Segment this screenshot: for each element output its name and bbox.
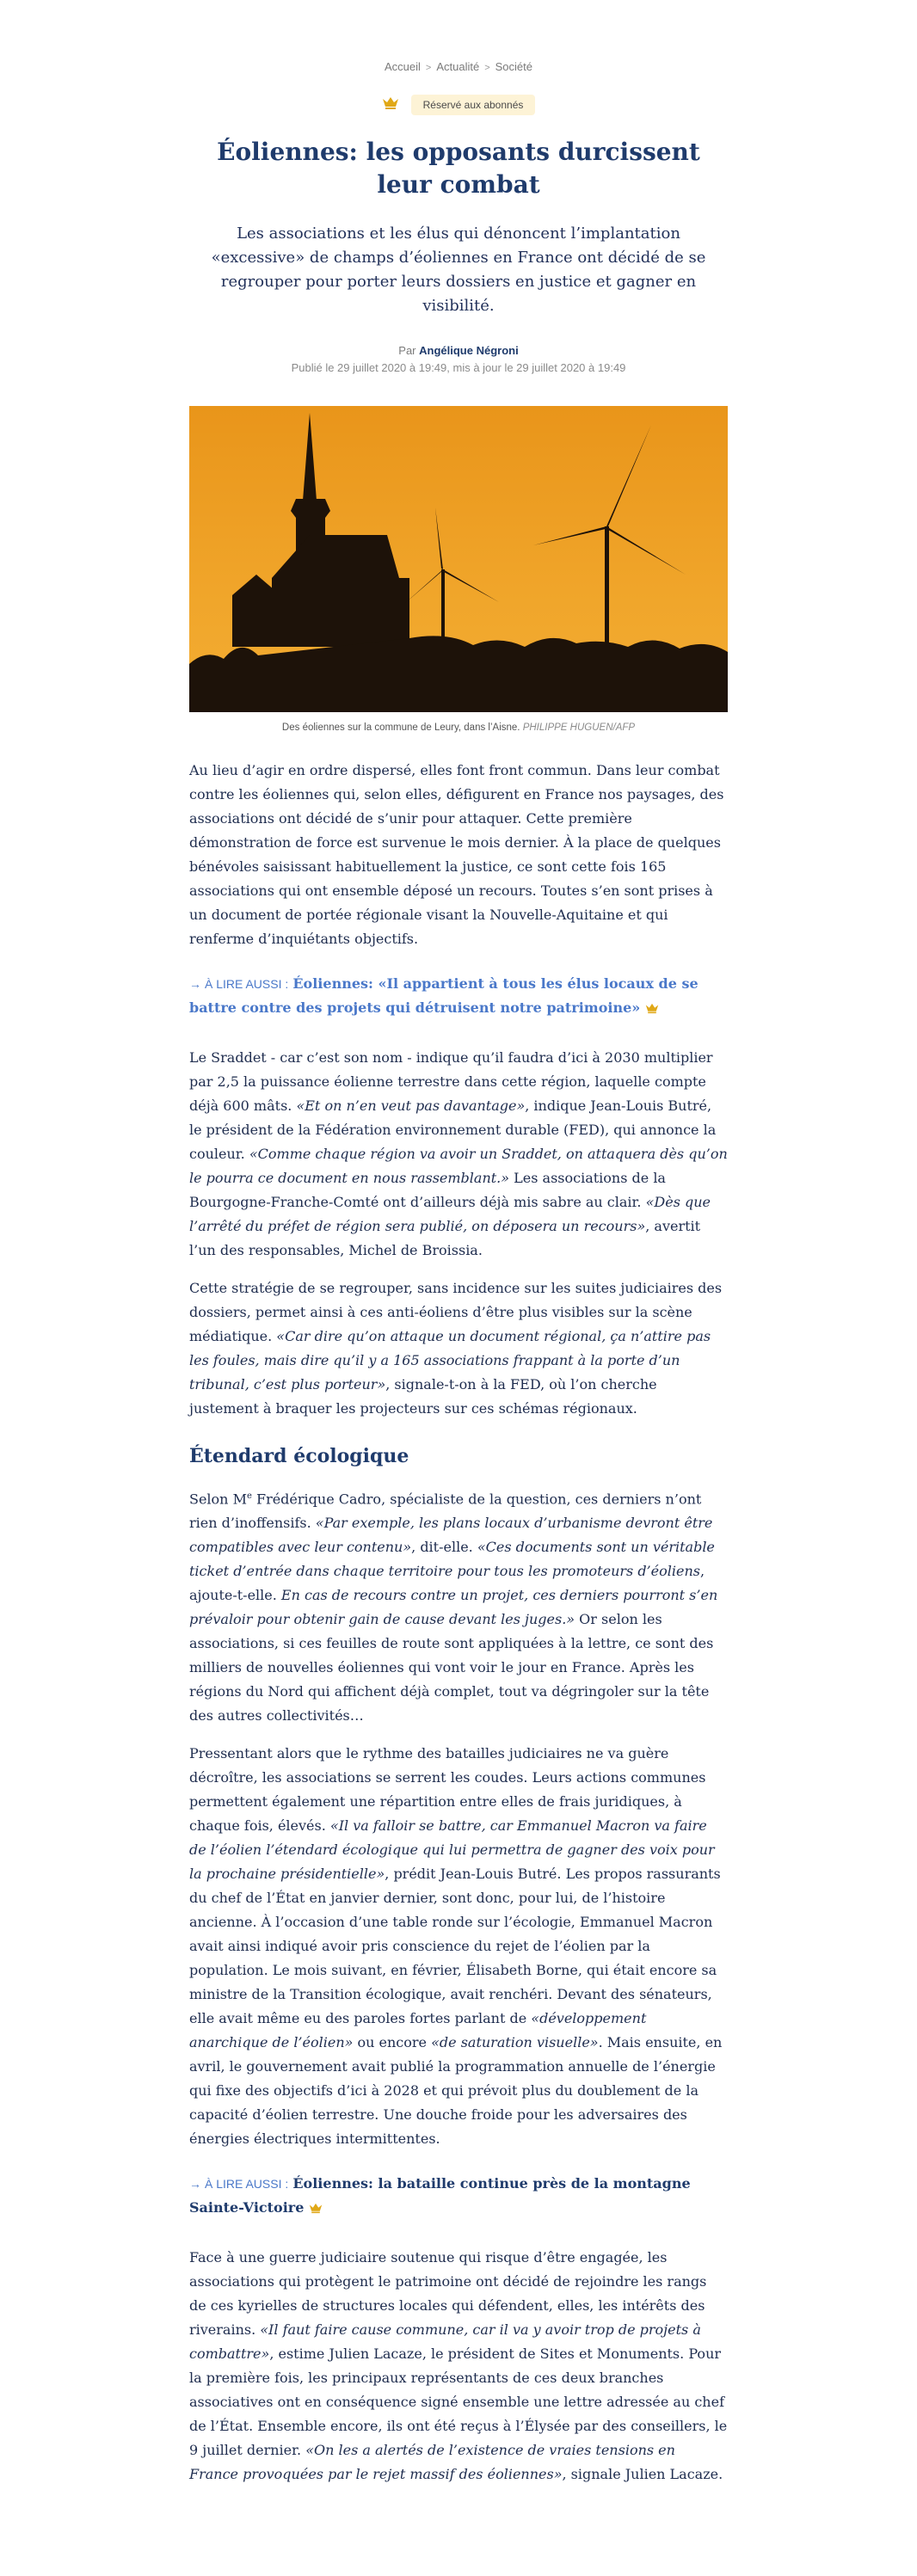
author-link[interactable]: Angélique Négroni <box>419 344 519 357</box>
text-run: , prédit Jean-Louis Butré. Les propos rassurants du chef de l’État en janvier dernier, sont donc, pour lui, de l’histoire ancienne. À l’occasion d’une table ronde sur l’écologie, Emmanuel Macron avait ainsi indiqué avoir pris conscience du rejet de l’éolien par la population. Le mois suivant, en février, Élisabeth Borne, qui était encore sa ministre de la Transition écologique, avait renchéri. Devant des sénateurs, elle avait même eu des paroles fortes parlant de <box>189 1866 721 2027</box>
text-run: Frédérique Cadro, spécialiste de la question, ces derniers n’ont rien d’inoffensifs. <box>189 1491 702 1532</box>
quote: «Ces documents sont un véritable ticket d’entrée dans chaque territoire pour tous les promoteurs d’éoliens <box>189 1539 715 1580</box>
section-heading: Étendard écologique <box>189 1445 409 1467</box>
premium-crown-icon <box>645 998 659 1022</box>
read-also-tag <box>189 977 288 991</box>
caption-credit: PHILIPPE HUGUEN/AFP <box>522 722 636 733</box>
text-run: , avertit l’un des responsables, Michel de Broissia. <box>189 1218 701 1258</box>
quote: «de saturation visuelle» <box>431 2034 599 2051</box>
byline <box>189 342 728 360</box>
text-run: Cette stratégie de se regrouper, sans incidence sur les suites judiciaires des dossiers, permet ainsi à ces anti-éoliens d’être plus visibles sur la scène médiatique. <box>189 1280 723 1344</box>
breadcrumb-home[interactable]: Accueil <box>384 60 421 73</box>
article-standfirst: Les associations et les élus qui dénoncent l’implantation «excessive» de champs d’éoliennes en France ont décidé de se regrouper pour porter leurs dossiers en justice et gagner en visibilité. <box>211 224 706 315</box>
text-run: ou encore <box>353 2034 432 2051</box>
byline-prefix: Par <box>398 344 416 357</box>
text-run: Face à une guerre judiciaire soutenue qui risque d’être engagée, les associations qui protègent le patrimoine ont décidé de rejoindre les rangs de ces kyrielles de structures locales qui défendent, elles, les intérêts des riverains. <box>189 2249 707 2339</box>
read-also-tag <box>189 2177 288 2191</box>
breadcrumb-news[interactable]: Actualité <box>436 60 480 73</box>
figure-caption <box>189 721 728 735</box>
quote: «Car dire qu’on attaque un document régional, ça n’attire pas les foules, mais dire qu’il y a 165 associations frappant à la porte d’un tribunal, c’est plus porteur» <box>189 1328 711 1393</box>
premium-banner <box>189 95 728 119</box>
text-run: Les associations de la Bourgogne-Franche-Comté ont d’ailleurs déjà mis sabre au clair. <box>189 1170 666 1210</box>
quote: «Dès que l’arrêté du préfet de région sera publié, on déposera un recours» <box>189 1194 711 1234</box>
text-run: . Mais ensuite, en avril, le gouvernement avait publié la programmation annuelle de l’énergie qui fixe des objectifs d’ici à 2028 et qui prévoit plus du doublement de la capacité d’éolien terrestre. Une douche froide pour les adversaires des énergies électriques intermittentes. <box>189 2034 723 2148</box>
premium-crown-icon <box>382 96 399 114</box>
read-also-label: À LIRE AUSSI : <box>205 2177 289 2192</box>
read-also-link-2[interactable]: Éoliennes: la bataille continue près de la montagne Sainte-Victoire <box>189 2175 691 2216</box>
article-figure <box>189 406 728 735</box>
text-run: Pressentant alors que le rythme des batailles judiciaires ne va guère décroître, les associations se serrent les coudes. Leurs actions communes permettent également une répartition entre elles de frais juridiques, à chaque fois, élevés. <box>189 1745 706 1835</box>
read-also-2 <box>189 2172 728 2222</box>
quote: «développement anarchique de l’éolien» <box>189 2010 647 2051</box>
superscript: e <box>246 1491 252 1501</box>
text-run: , dit-elle. <box>411 1539 477 1556</box>
breadcrumb-society[interactable]: Société <box>495 60 533 73</box>
read-also-1 <box>189 972 728 1022</box>
quote: En cas de recours contre un projet, ces derniers pourront s’en prévaloir pour obtenir gain de cause devant les juges.» <box>189 1587 718 1628</box>
text-run: , signale-t-on à la FED, où l’on cherche justement à braquer les projecteurs sur ces schémas régionaux. <box>189 1376 657 1417</box>
text-run: , indique Jean-Louis Butré, le président de la Fédération environnement durable (FED), qui annonce la couleur. <box>189 1097 717 1162</box>
paragraph-1: Au lieu d’agir en ordre dispersé, elles font front commun. Dans leur combat contre les éoliennes qui, selon elles, défigurent en France nos paysages, des associations ont décidé de s’unir pour attaquer. Cette première démonstration de force est survenue le mois dernier. À la place de quelques bénévoles saisissant habituellement la justice, ce sont cette fois 165 associations qui ont ensemble déposé un recours. Toutes s’en sont prises à un document de portée régionale visant la Nouvelle-Aquitaine et qui renferme d’inquiétants objectifs. <box>189 762 724 947</box>
paragraph-3 <box>189 1276 728 1421</box>
text-run: Selon M <box>189 1491 247 1508</box>
read-also-link-1[interactable]: Éoliennes: «Il appartient à tous les élus locaux de se battre contre des projets qui détruisent notre patrimoine» <box>189 975 699 1016</box>
paragraph-2 <box>189 1046 728 1263</box>
text-run: , signale Julien Lacaze. <box>562 2466 723 2483</box>
quote: «Il faut faire cause commune, car il va y avoir trop de projets à combattre» <box>189 2321 701 2363</box>
text-run: , estime Julien Lacaze, le président de Sites et Monuments. Pour la première fois, les principaux représentants de ces deux branches associatives ont en conséquence signé ensemble une lettre adressée au chef de l’État. Ensemble encore, ils ont été reçus à l’Élysée par des conseillers, le 9 juillet dernier. <box>189 2345 728 2459</box>
quote: «Il va falloir se battre, car Emmanuel Macron va faire de l’éolien l’étendard écologique qui lui permettra de gagner des voix pour la prochaine présidentielle» <box>189 1817 715 1883</box>
quote: «Comme chaque région va avoir un Sraddet, on attaquera dès qu’on le pourra ce document en nous rassemblant.» <box>189 1146 728 1186</box>
paragraph-6 <box>189 2246 728 2487</box>
paragraph-5 <box>189 1742 728 2151</box>
quote: «Par exemple, les plans locaux d’urbanisme devront être compatibles avec leur contenu» <box>189 1515 713 1556</box>
wind-turbines-photo <box>189 406 728 712</box>
breadcrumb <box>189 58 728 76</box>
chevron-right-icon: > <box>484 63 490 73</box>
article <box>189 0 728 2487</box>
paragraph-4 <box>189 1485 728 1728</box>
quote: «On les a alertés de l’existence de vraies tensions en France provoquées par le rejet massif des éoliennes» <box>189 2442 675 2483</box>
publication-dates: Publié le 29 juillet 2020 à 19:49, mis à jour le 29 juillet 2020 à 19:49 <box>291 361 626 374</box>
chevron-right-icon: > <box>425 63 432 73</box>
article-body <box>189 759 728 2487</box>
read-also-label: À LIRE AUSSI : <box>205 977 289 991</box>
text-run: , ajoute-t-elle. <box>189 1563 705 1604</box>
text-run: Or selon les associations, si ces feuilles de route sont appliquées à la lettre, ce sont des milliers de nouvelles éoliennes qui vont voir le jour en France. Après les régions du Nord qui affichent déjà complet, tout va dégringoler sur la tête des autres collectivités… <box>189 1611 714 1725</box>
article-title: Éoliennes: les opposants durcissent leur combat <box>217 138 700 199</box>
arrow-right-icon: → <box>189 2177 201 2192</box>
arrow-right-icon: → <box>189 977 201 991</box>
quote: «Et on n’en veut pas davantage» <box>296 1097 526 1114</box>
text-run: Le Sraddet - car c’est son nom - indique qu’il faudra d’ici à 2030 multiplier par 2,5 la puissance éolienne terrestre dans cette région, laquelle compte déjà 600 mâts. <box>189 1049 713 1114</box>
premium-badge: Réservé aux abonnés <box>411 95 536 115</box>
premium-crown-icon <box>309 2198 323 2222</box>
caption-text: Des éoliennes sur la commune de Leury, dans l’Aisne. <box>281 722 520 733</box>
